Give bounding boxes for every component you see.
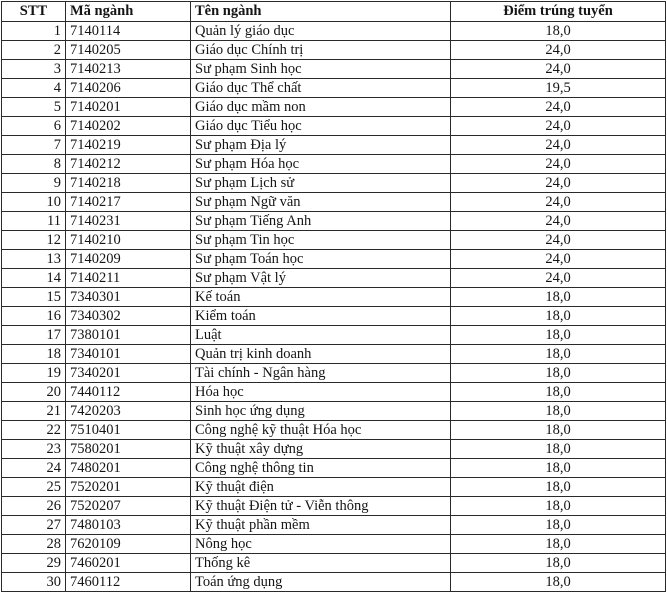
row-stt: 27 [2, 516, 66, 535]
table-row [2, 326, 666, 345]
table-row [2, 478, 666, 497]
row-major-code: 7510401 [66, 421, 191, 440]
row-major-name: Quản lý giáo dục [191, 22, 451, 41]
row-stt: 15 [2, 288, 66, 307]
row-admission-score: 18,0 [451, 516, 666, 535]
row-admission-score: 24,0 [451, 98, 666, 117]
row-stt: 20 [2, 383, 66, 402]
table-row [2, 117, 666, 136]
row-admission-score: 18,0 [451, 288, 666, 307]
table-row [2, 41, 666, 60]
row-major-code: 7380101 [66, 326, 191, 345]
table-row [2, 516, 666, 535]
row-admission-score: 18,0 [451, 554, 666, 573]
row-admission-score: 18,0 [451, 22, 666, 41]
header-row [2, 2, 666, 22]
row-stt: 24 [2, 459, 66, 478]
table-body [2, 22, 666, 592]
row-admission-score: 18,0 [451, 497, 666, 516]
table-row [2, 421, 666, 440]
row-major-code: 7580201 [66, 440, 191, 459]
table-row [2, 459, 666, 478]
row-major-code: 7460201 [66, 554, 191, 573]
row-stt: 13 [2, 250, 66, 269]
row-stt: 4 [2, 79, 66, 98]
row-admission-score: 24,0 [451, 212, 666, 231]
table-row [2, 288, 666, 307]
table-row [2, 269, 666, 288]
row-major-name: Hóa học [191, 383, 451, 402]
row-major-name: Sư phạm Hóa học [191, 155, 451, 174]
row-admission-score: 24,0 [451, 117, 666, 136]
row-major-code: 7140213 [66, 60, 191, 79]
row-major-code: 7440112 [66, 383, 191, 402]
row-major-code: 7140211 [66, 269, 191, 288]
row-stt: 21 [2, 402, 66, 421]
row-major-name: Quản trị kinh doanh [191, 345, 451, 364]
row-major-code: 7460112 [66, 573, 191, 592]
row-admission-score: 18,0 [451, 383, 666, 402]
row-admission-score: 18,0 [451, 345, 666, 364]
row-major-code: 7520201 [66, 478, 191, 497]
row-major-name: Giáo dục Tiểu học [191, 117, 451, 136]
table-row [2, 307, 666, 326]
row-stt: 18 [2, 345, 66, 364]
row-major-code: 7480201 [66, 459, 191, 478]
row-admission-score: 24,0 [451, 193, 666, 212]
row-stt: 30 [2, 573, 66, 592]
row-major-code: 7140212 [66, 155, 191, 174]
row-stt: 22 [2, 421, 66, 440]
row-major-code: 7620109 [66, 535, 191, 554]
row-major-code: 7480103 [66, 516, 191, 535]
row-major-name: Giáo dục mầm non [191, 98, 451, 117]
table-row [2, 402, 666, 421]
row-major-name: Luật [191, 326, 451, 345]
row-stt: 16 [2, 307, 66, 326]
row-admission-score: 18,0 [451, 459, 666, 478]
row-major-name: Sư phạm Vật lý [191, 269, 451, 288]
table-row [2, 440, 666, 459]
table-row [2, 231, 666, 250]
row-major-code: 7140217 [66, 193, 191, 212]
row-major-code: 7140209 [66, 250, 191, 269]
row-major-name: Giáo dục Chính trị [191, 41, 451, 60]
row-admission-score: 24,0 [451, 60, 666, 79]
row-admission-score: 18,0 [451, 478, 666, 497]
row-major-code: 7340201 [66, 364, 191, 383]
row-major-code: 7140201 [66, 98, 191, 117]
table-row [2, 60, 666, 79]
row-major-code: 7520207 [66, 497, 191, 516]
row-stt: 8 [2, 155, 66, 174]
row-major-code: 7140219 [66, 136, 191, 155]
row-major-code: 7420203 [66, 402, 191, 421]
row-major-code: 7340301 [66, 288, 191, 307]
row-major-name: Giáo dục Thể chất [191, 79, 451, 98]
table-row [2, 212, 666, 231]
row-stt: 2 [2, 41, 66, 60]
row-major-name: Kế toán [191, 288, 451, 307]
row-admission-score: 18,0 [451, 535, 666, 554]
header-major-code: Mã ngành [66, 2, 191, 22]
row-stt: 29 [2, 554, 66, 573]
row-major-code: 7140218 [66, 174, 191, 193]
row-stt: 19 [2, 364, 66, 383]
row-admission-score: 24,0 [451, 136, 666, 155]
row-major-name: Sư phạm Tin học [191, 231, 451, 250]
row-major-name: Kỹ thuật xây dựng [191, 440, 451, 459]
table-row [2, 22, 666, 41]
table-row [2, 155, 666, 174]
row-admission-score: 18,0 [451, 307, 666, 326]
table-row [2, 136, 666, 155]
row-major-name: Sư phạm Sinh học [191, 60, 451, 79]
row-major-name: Sư phạm Địa lý [191, 136, 451, 155]
row-stt: 14 [2, 269, 66, 288]
row-major-name: Sư phạm Tiếng Anh [191, 212, 451, 231]
row-stt: 17 [2, 326, 66, 345]
row-major-code: 7140202 [66, 117, 191, 136]
row-major-name: Tài chính - Ngân hàng [191, 364, 451, 383]
row-admission-score: 18,0 [451, 364, 666, 383]
row-admission-score: 18,0 [451, 440, 666, 459]
header-major-name: Tên ngành [191, 2, 451, 22]
row-admission-score: 19,5 [451, 79, 666, 98]
row-major-name: Kiểm toán [191, 307, 451, 326]
row-admission-score: 24,0 [451, 174, 666, 193]
row-major-name: Sư phạm Toán học [191, 250, 451, 269]
row-major-code: 7140114 [66, 22, 191, 41]
table-row [2, 250, 666, 269]
row-admission-score: 18,0 [451, 573, 666, 592]
row-major-name: Nông học [191, 535, 451, 554]
table-row [2, 345, 666, 364]
row-admission-score: 24,0 [451, 250, 666, 269]
row-admission-score: 18,0 [451, 402, 666, 421]
row-major-code: 7340302 [66, 307, 191, 326]
row-major-name: Sinh học ứng dụng [191, 402, 451, 421]
row-stt: 28 [2, 535, 66, 554]
row-major-name: Sư phạm Ngữ văn [191, 193, 451, 212]
table-row [2, 79, 666, 98]
row-major-name: Sư phạm Lịch sử [191, 174, 451, 193]
row-stt: 11 [2, 212, 66, 231]
row-stt: 3 [2, 60, 66, 79]
row-major-code: 7340101 [66, 345, 191, 364]
row-admission-score: 18,0 [451, 326, 666, 345]
table-row [2, 193, 666, 212]
row-major-name: Kỹ thuật Điện tử - Viễn thông [191, 497, 451, 516]
row-major-code: 7140210 [66, 231, 191, 250]
row-admission-score: 24,0 [451, 155, 666, 174]
row-admission-score: 18,0 [451, 421, 666, 440]
row-major-name: Công nghệ thông tin [191, 459, 451, 478]
row-major-name: Toán ứng dụng [191, 573, 451, 592]
row-major-name: Công nghệ kỹ thuật Hóa học [191, 421, 451, 440]
row-admission-score: 24,0 [451, 269, 666, 288]
row-stt: 6 [2, 117, 66, 136]
row-stt: 10 [2, 193, 66, 212]
header-admission-score: Điểm trúng tuyển [451, 2, 666, 22]
row-stt: 9 [2, 174, 66, 193]
row-stt: 1 [2, 22, 66, 41]
table-row [2, 383, 666, 402]
row-admission-score: 24,0 [451, 231, 666, 250]
row-stt: 7 [2, 136, 66, 155]
row-stt: 26 [2, 497, 66, 516]
row-major-code: 7140205 [66, 41, 191, 60]
row-stt: 12 [2, 231, 66, 250]
header-stt: STT [2, 2, 66, 22]
row-stt: 25 [2, 478, 66, 497]
row-major-code: 7140231 [66, 212, 191, 231]
row-major-name: Thống kê [191, 554, 451, 573]
row-stt: 5 [2, 98, 66, 117]
table-row [2, 573, 666, 592]
row-major-code: 7140206 [66, 79, 191, 98]
table-row [2, 364, 666, 383]
table-row [2, 497, 666, 516]
table-row [2, 554, 666, 573]
row-stt: 23 [2, 440, 66, 459]
row-major-name: Kỹ thuật phần mềm [191, 516, 451, 535]
row-major-name: Kỹ thuật điện [191, 478, 451, 497]
table-row [2, 98, 666, 117]
admission-scores-table [1, 1, 666, 592]
table-row [2, 174, 666, 193]
table-header [2, 2, 666, 22]
table-row [2, 535, 666, 554]
row-admission-score: 24,0 [451, 41, 666, 60]
